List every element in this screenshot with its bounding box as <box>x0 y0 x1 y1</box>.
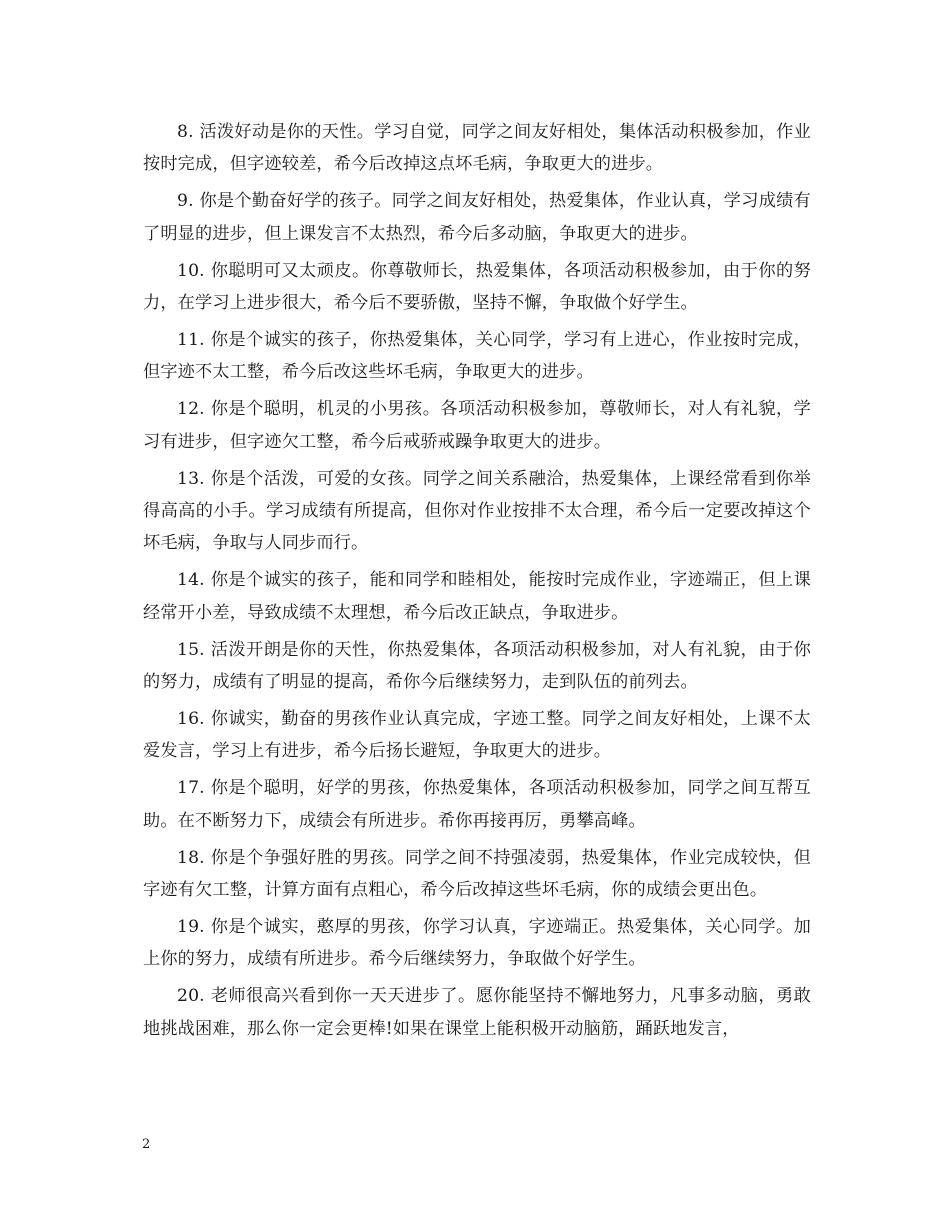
comment-paragraph-19: 19. 你是个诚实，憨厚的男孩，你学习认真，字迹端正。热爱集体，关心同学。加上你的努力，成绩有所进步。希今后继续努力，争取做个好学生。 <box>143 916 811 970</box>
page-number: 2 <box>142 1137 151 1152</box>
comment-paragraph-13: 13. 你是个活泼，可爱的女孩。同学之间关系融洽，热爱集体，上课经常看到你举得高高的小手。学习成绩有所提高，但你对作业按排不太合理，希今后一定要改掉这个坏毛病，争取与人同步而行。 <box>143 468 811 554</box>
comment-paragraph-9: 9. 你是个勤奋好学的孩子。同学之间友好相处，热爱集体，作业认真，学习成绩有了明显的进步，但上课发言不太热烈，希今后多动脑，争取更大的进步。 <box>143 191 811 244</box>
comment-paragraph-8: 8. 活泼好动是你的天性。学习自觉，同学之间友好相处，集体活动积极参加，作业按时完成，但字迹较差，希今后改掉这点坏毛病，争取更大的进步。 <box>143 122 811 175</box>
comment-paragraph-17: 17. 你是个聪明，好学的男孩，你热爱集体，各项活动积极参加，同学之间互帮互助。在不断努力下，成绩会有所进步。希你再接再厉，勇攀高峰。 <box>143 778 811 831</box>
comment-paragraph-12: 12. 你是个聪明，机灵的小男孩。各项活动积极参加，尊敬师长，对人有礼貌，学习有进步，但字迹欠工整，希今后戒骄戒躁争取更大的进步。 <box>143 399 811 452</box>
comment-paragraph-16: 16. 你诚实，勤奋的男孩作业认真完成，字迹工整。同学之间友好相处，上课不太爱发言，学习上有进步，希今后扬长避短，争取更大的进步。 <box>143 708 811 762</box>
comment-paragraph-18: 18. 你是个争强好胜的男孩。同学之间不持强凌弱，热爱集体，作业完成较快，但字迹有欠工整，计算方面有点粗心，希今后改掉这些坏毛病，你的成绩会更出色。 <box>143 847 811 900</box>
document-body <box>143 116 811 1049</box>
comment-paragraph-14: 14. 你是个诚实的孩子，能和同学和睦相处，能按时完成作业，字迹端正，但上课经常开小差，导致成绩不太理想，希今后改正缺点，争取进步。 <box>143 570 811 623</box>
comment-paragraph-10: 10. 你聪明可又太顽皮。你尊敬师长，热爱集体，各项活动积极参加，由于你的努力，在学习上进步很大，希今后不要骄傲，坚持不懈，争取做个好学生。 <box>143 260 811 314</box>
comment-paragraph-15: 15. 活泼开朗是你的天性，你热爱集体，各项活动积极参加，对人有礼貌，由于你的努力，成绩有了明显的提高，希你今后继续努力，走到队伍的前列去。 <box>143 639 811 692</box>
comment-paragraph-20: 20. 老师很高兴看到你一天天进步了。愿你能坚持不懈地努力，凡事多动脑，勇敢地挑战困难，那么你一定会更棒!如果在课堂上能积极开动脑筋，踊跃地发言， <box>143 986 811 1039</box>
comment-paragraph-11: 11. 你是个诚实的孩子，你热爱集体，关心同学，学习有上进心，作业按时完成，但字迹不太工整，希今后改这些坏毛病，争取更大的进步。 <box>143 329 811 383</box>
